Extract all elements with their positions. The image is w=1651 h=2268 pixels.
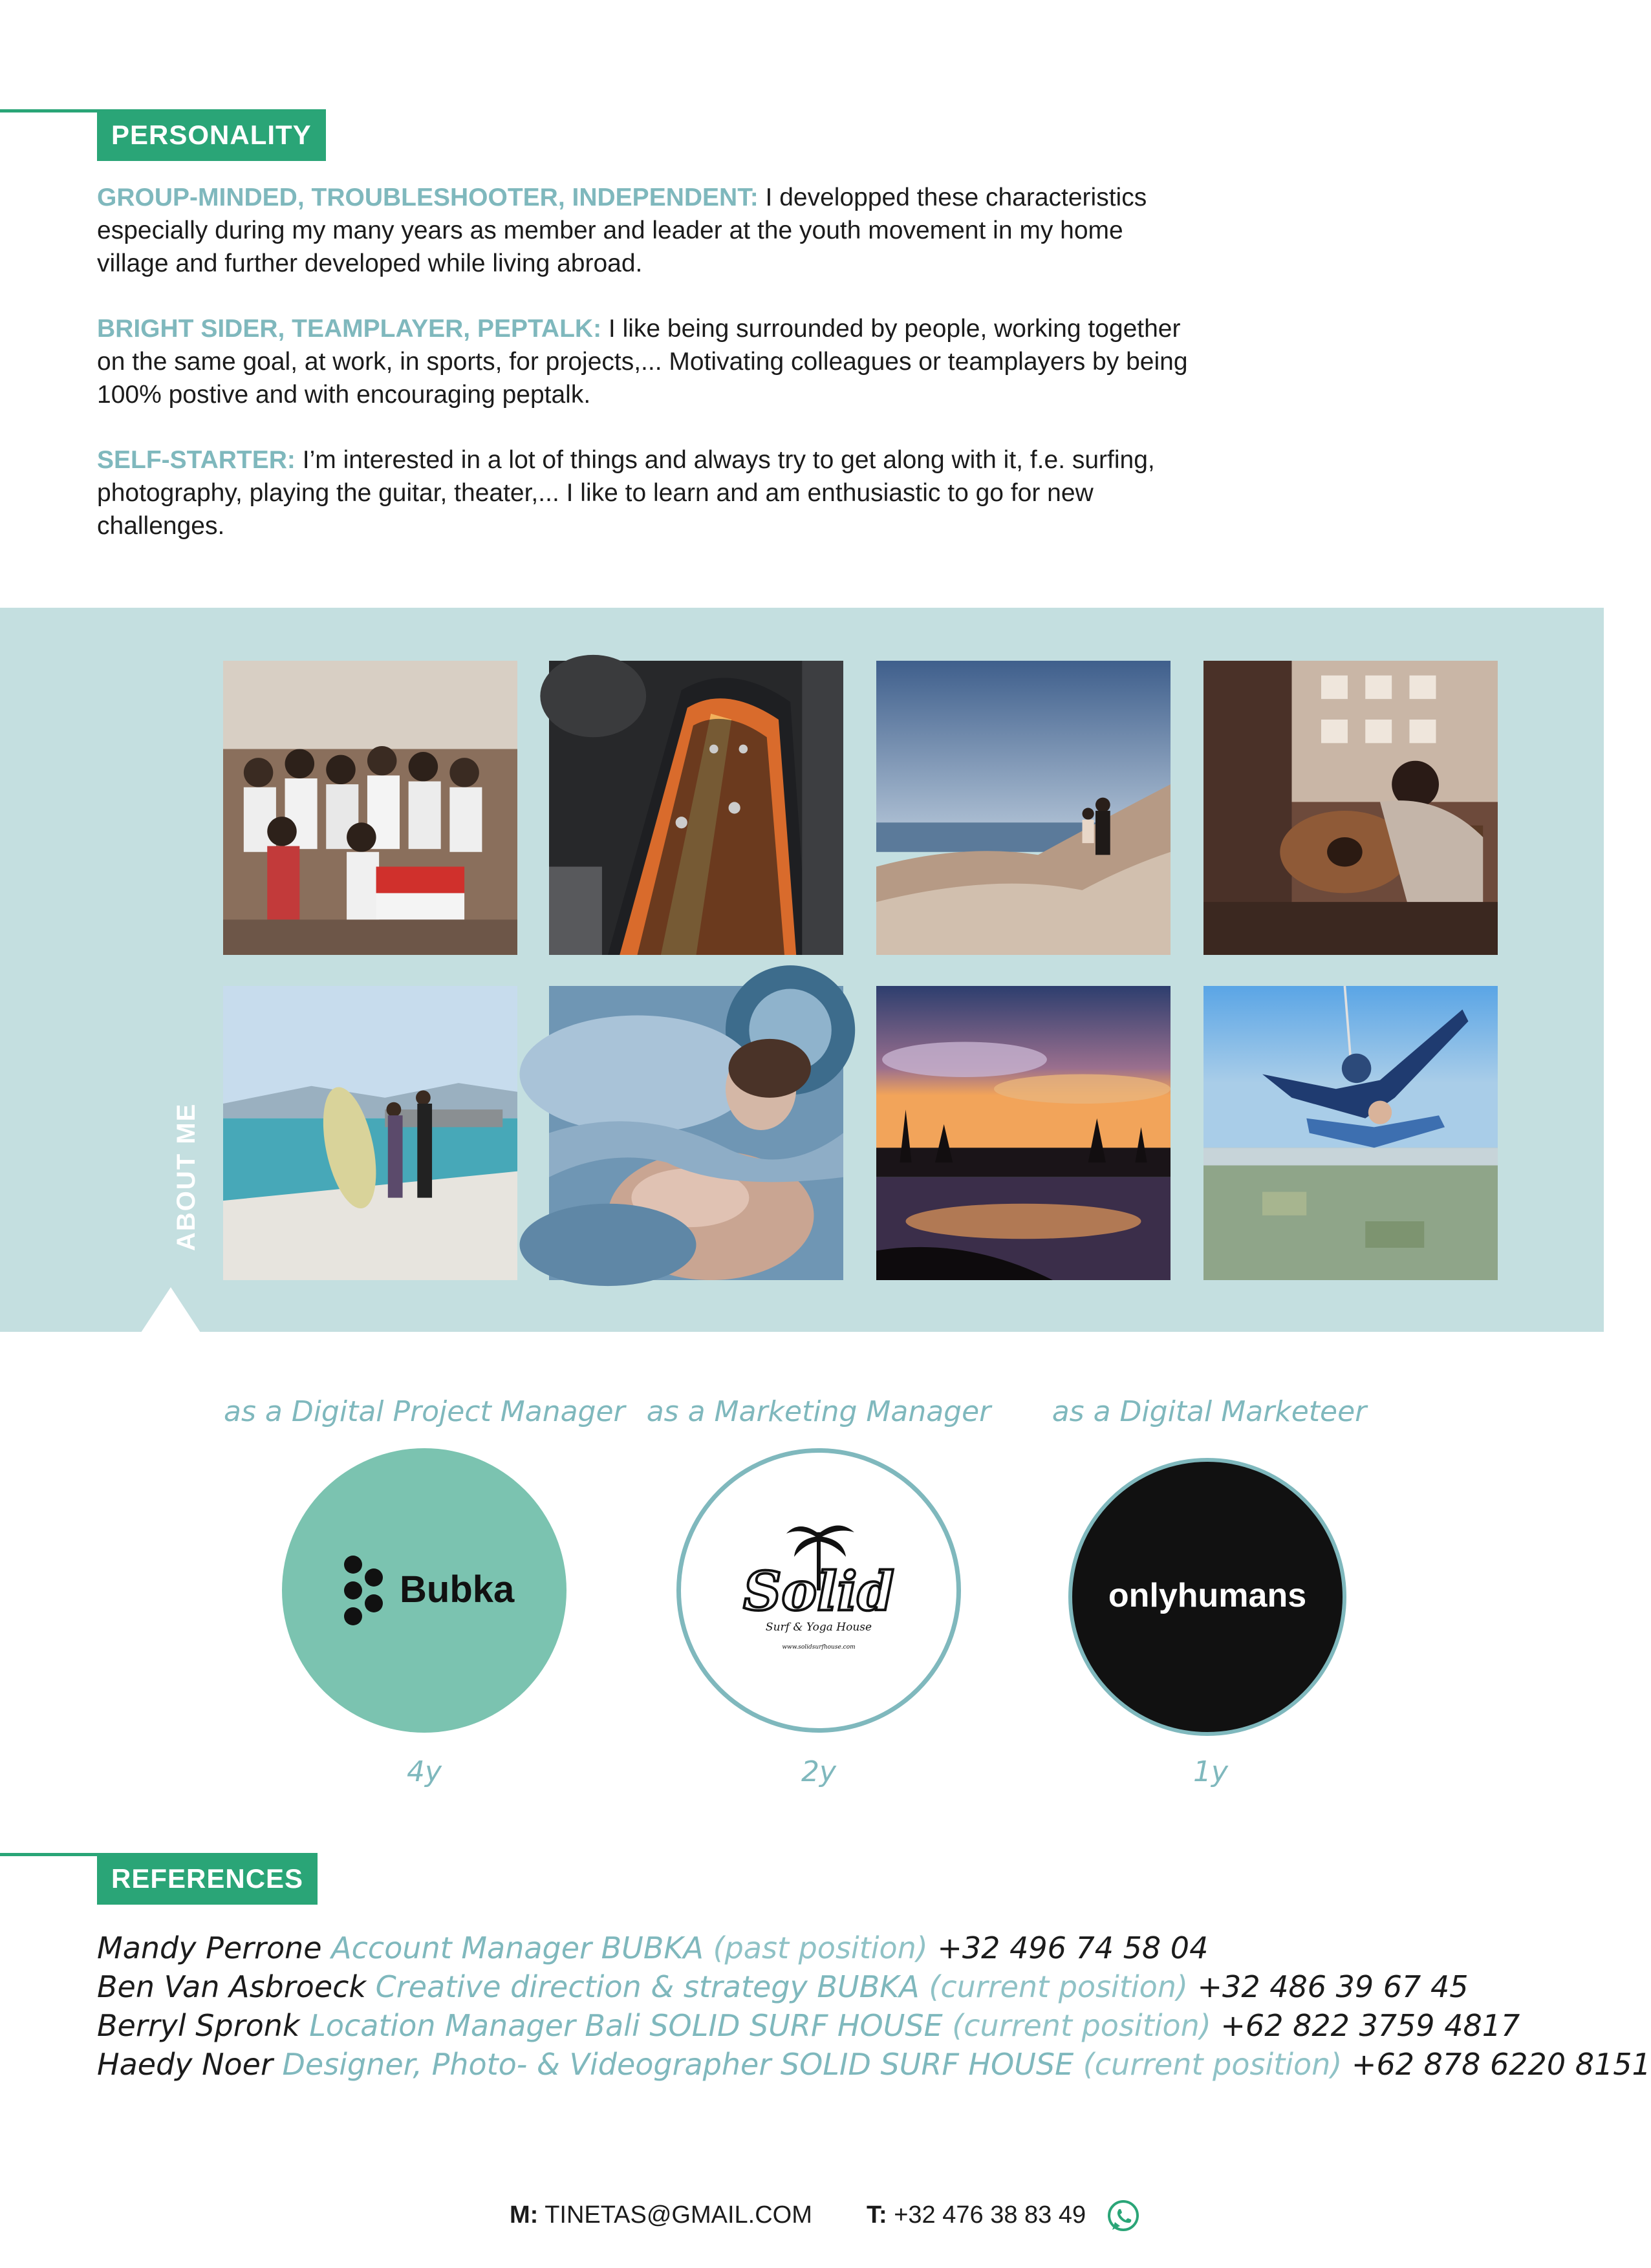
paragraph-text: I like being surrounded by people, working together on the same goal, at work, in sports, for projects,... Motivating colleagues or teamplayers by being 100% postive and with encouraging peptalk.	[97, 315, 1188, 409]
role-title-digital-project-manager: as a Digital Project Manager	[224, 1395, 625, 1428]
solid-logo-text: Solid	[743, 1561, 894, 1623]
paragraph-text: I developped these characteristics especially during my many years as member and leader at the youth movement in my home village and further developed while living abroad.	[97, 184, 1147, 277]
paragraph-lead: SELF-STARTER:	[97, 446, 296, 474]
group-photo	[223, 661, 517, 955]
personality-rule	[0, 109, 103, 112]
about-me-notch	[141, 1287, 200, 1332]
reference-role: Designer, Photo- & Videographer SOLID SURF HOUSE	[282, 2047, 1074, 2082]
paragraph-lead: GROUP-MINDED, TROUBLESHOOTER, INDEPENDENT:	[97, 184, 759, 211]
solid-surf-house-logo	[676, 1448, 961, 1733]
personality-text	[97, 181, 1196, 575]
reference-status: (past position)	[713, 1931, 928, 1965]
references-list	[97, 1929, 1651, 2084]
solid-logo-subtitle: Surf & Yoga House	[765, 1621, 872, 1634]
skydive-photo	[1203, 986, 1498, 1280]
references-heading: REFERENCES	[97, 1853, 318, 1905]
reference-name: Berryl Spronk	[97, 2008, 300, 2043]
onlyhumans-logo	[1068, 1458, 1346, 1736]
sunset-photo	[876, 986, 1171, 1280]
years-solid: 2y	[801, 1755, 837, 1788]
reference-name: Mandy Perrone	[97, 1931, 322, 1965]
years-onlyhumans: 1y	[1192, 1755, 1229, 1788]
email-label: M:	[510, 2201, 539, 2229]
coast-hike-photo	[876, 661, 1171, 955]
personality-paragraph-1	[97, 181, 1196, 280]
personality-paragraph-3	[97, 444, 1196, 542]
paragraph-lead: BRIGHT SIDER, TEAMPLAYER, PEPTALK:	[97, 315, 602, 343]
references-rule	[0, 1853, 103, 1856]
whatsapp-icon[interactable]	[1106, 2199, 1141, 2240]
reference-name: Ben Van Asbroeck	[97, 1969, 367, 2004]
bubka-logo	[282, 1448, 567, 1733]
footer-phone[interactable]	[867, 2201, 1086, 2229]
role-title-marketing-manager: as a Marketing Manager	[646, 1395, 991, 1428]
reference-item	[97, 2006, 1552, 2045]
paragraph-text: I’m interested in a lot of things and always try to get along with it, f.e. surfing, photography, playing the guitar, theater,... I like to learn and am enthusiastic to go for new challenges.	[97, 446, 1155, 540]
reference-role: Location Manager Bali SOLID SURF HOUSE	[309, 2008, 943, 2043]
reference-role: Creative direction & strategy BUBKA	[375, 1969, 920, 2004]
reference-status: (current position)	[952, 2008, 1211, 2043]
role-title-digital-marketeer: as a Digital Marketeer	[1052, 1395, 1367, 1428]
solid-logo-url: www.solidsurfhouse.com	[782, 1644, 856, 1651]
reference-phone[interactable]: +62 822 3759 4817	[1220, 2008, 1520, 2043]
personality-heading: PERSONALITY	[97, 109, 326, 161]
skateboard-photo	[549, 661, 843, 955]
reference-phone[interactable]: +62 878 6220 8151	[1351, 2047, 1651, 2082]
phone-value: +32 476 38 83 49	[894, 2201, 1086, 2229]
surfboard-beach-photo	[223, 986, 517, 1280]
sleeping-photo	[549, 986, 843, 1280]
reference-item	[97, 1929, 1552, 1967]
reference-name: Haedy Noer	[97, 2047, 273, 2082]
reference-status: (current position)	[1083, 2047, 1343, 2082]
about-me-label: ABOUT ME	[172, 1102, 200, 1251]
guitar-photo	[1203, 661, 1498, 955]
reference-status: (current position)	[929, 1969, 1188, 2004]
reference-phone[interactable]: +32 496 74 58 04	[937, 1931, 1209, 1965]
years-bubka: 4y	[406, 1755, 442, 1788]
reference-item	[97, 2045, 1651, 2084]
reference-phone[interactable]: +32 486 39 67 45	[1197, 1969, 1469, 2004]
onlyhumans-logo-text: onlyhumans	[1108, 1577, 1307, 1614]
phone-label: T:	[867, 2201, 887, 2229]
footer-email[interactable]	[510, 2201, 812, 2229]
personality-paragraph-2	[97, 312, 1196, 411]
reference-role: Account Manager BUBKA	[331, 1931, 704, 1965]
reference-item	[97, 1967, 1552, 2006]
bubka-logo-text: Bubka	[400, 1568, 515, 1610]
email-value: TINETAS@GMAIL.COM	[545, 2201, 812, 2229]
